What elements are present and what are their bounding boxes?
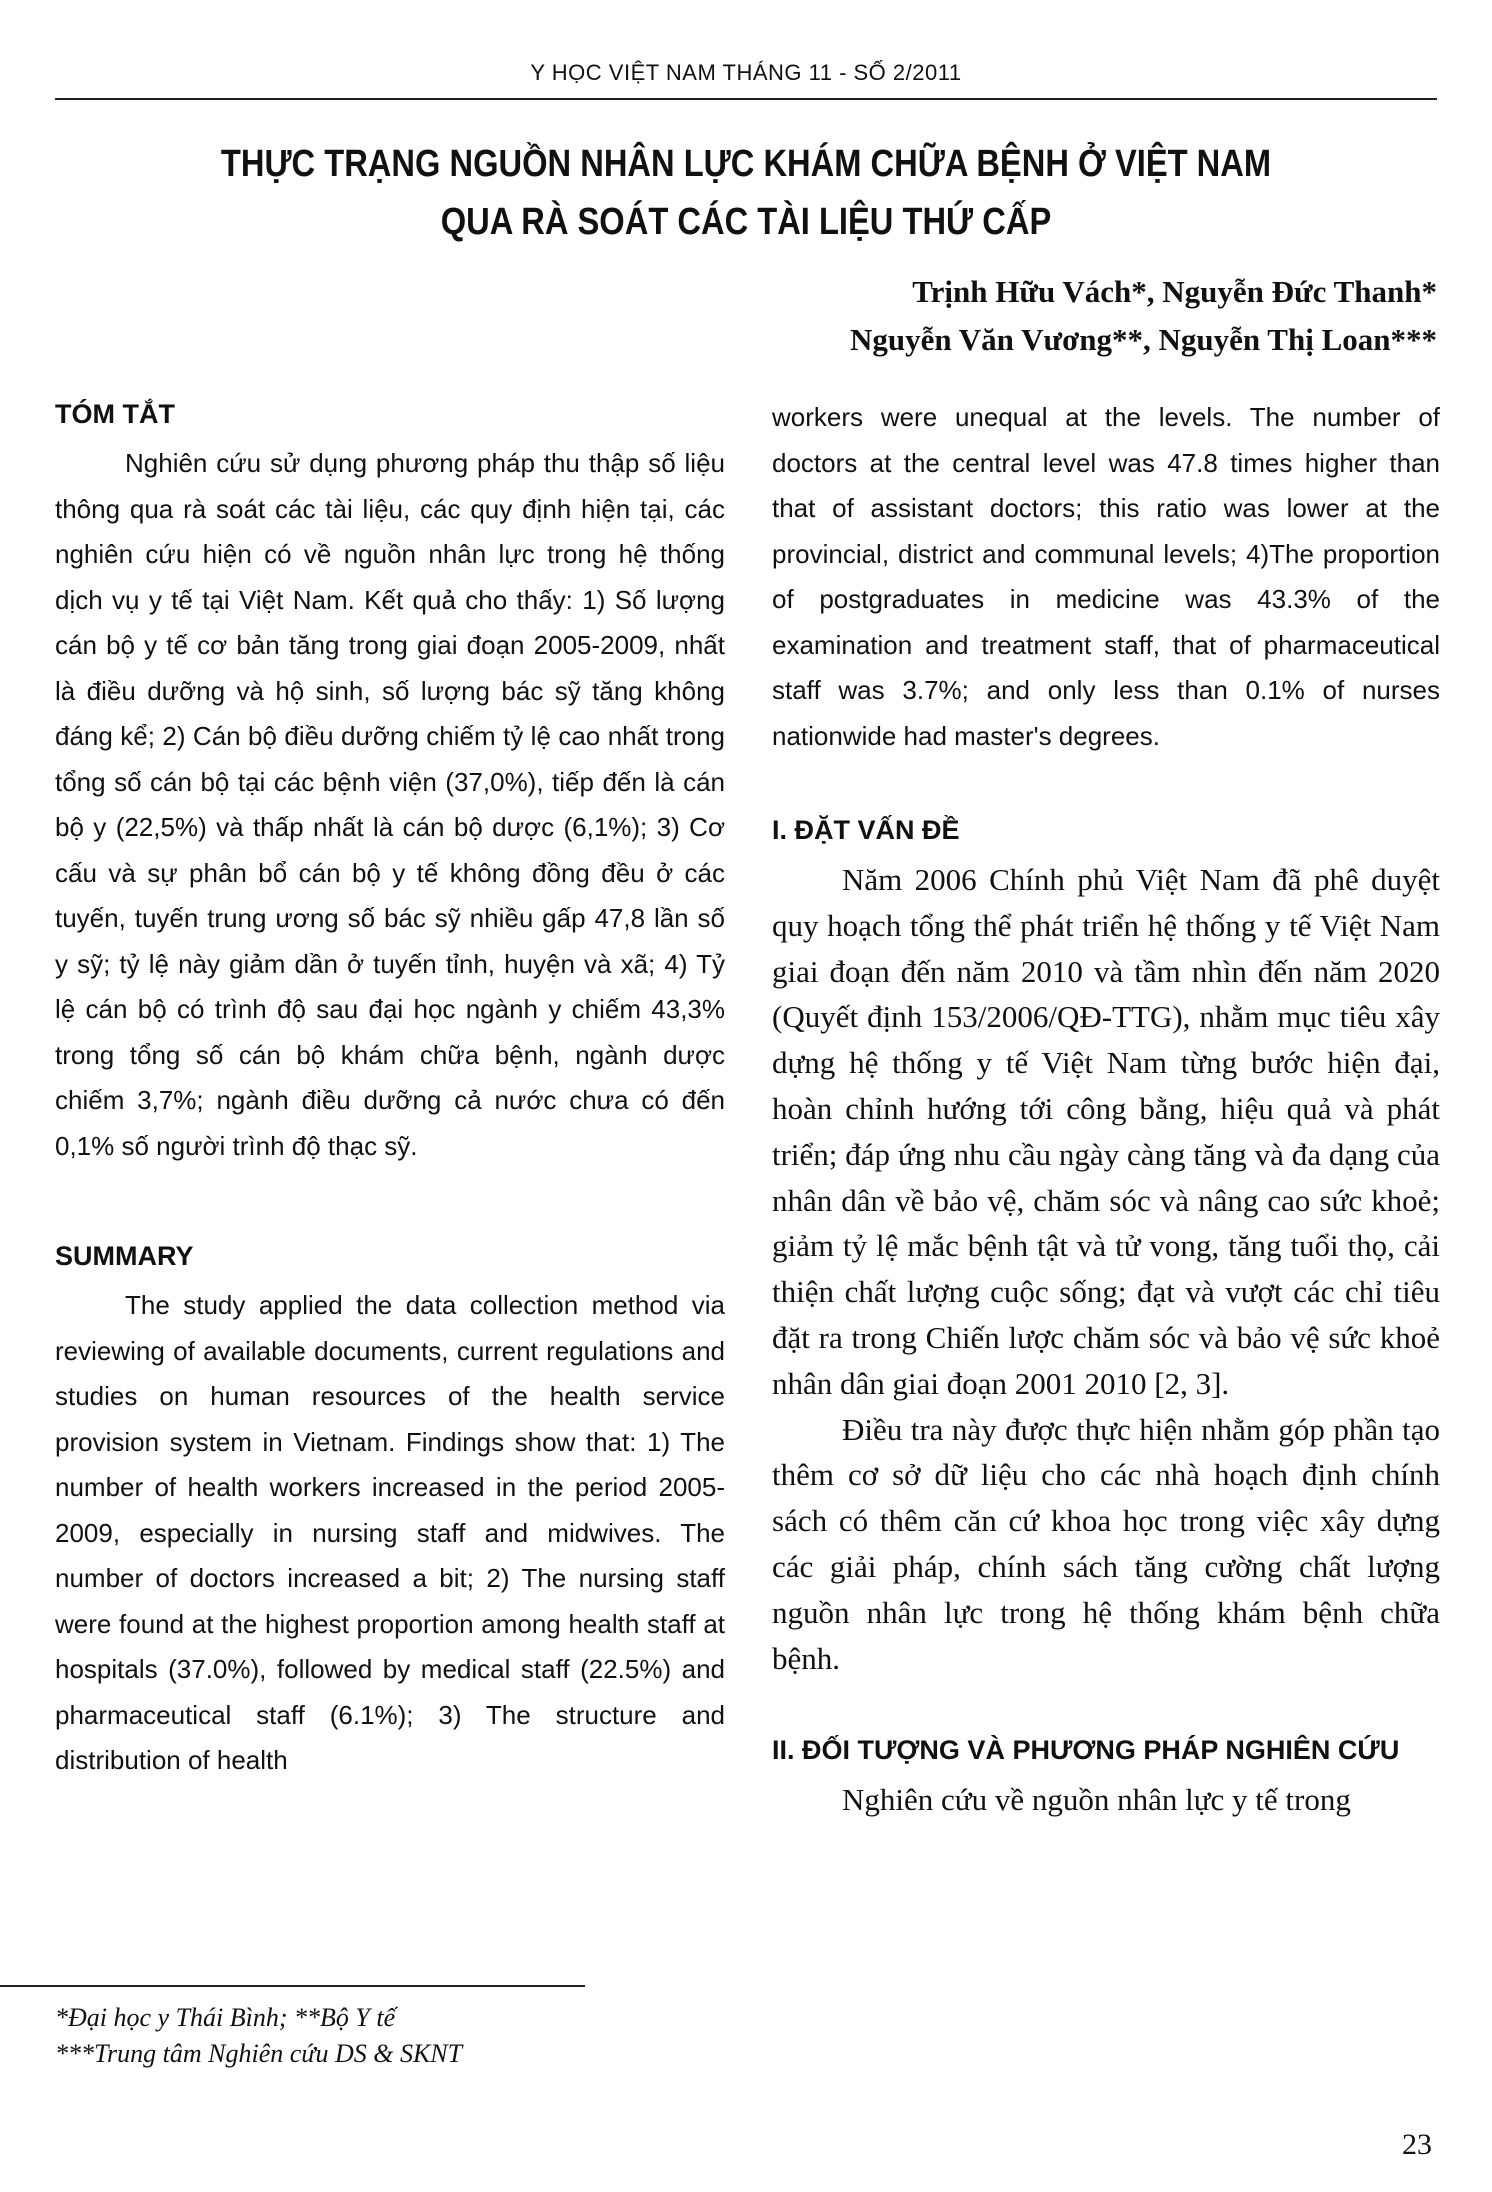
spacer — [772, 1681, 1440, 1731]
section-1-paragraph-2: Điều tra này được thực hiện nhằm góp phần tạo thêm cơ sở dữ liệu cho các nhà hoạch định chính sách có thêm căn cứ khoa học trong việc xây dựng các giải pháp, chính sách tăng cường chất lượng nguồn nhân lực trong hệ thống khám bệnh chữa bệnh. — [772, 1411, 1440, 1676]
footnote-line-2: ***Trung tâm Nghiên cứu DS & SKNT — [55, 2039, 463, 2068]
page-number: 23 — [1402, 2128, 1432, 2161]
author-line-2: Nguyễn Văn Vương**, Nguyễn Thị Loan*** — [849, 322, 1437, 357]
left-column — [55, 395, 725, 1784]
running-head: Y HỌC VIỆT NAM THÁNG 11 - SỐ 2/2011 — [530, 60, 962, 85]
summary-text-part1: The study applied the data collection method via reviewing of available documents, current regulations and studies on human resources of the health service provision system in Vietnam. Findings show that: 1) The number of health workers increased in the period 2005-2009, especially in nursing staff and midwives. The number of doctors increased a bit; 2) The nursing staff were found at the highest proportion among health staff at hospitals (37.0%), followed by medical staff (22.5%) and pharmaceutical staff (6.1%); 3) The structure and distribution of health — [55, 1290, 725, 1775]
article-title — [173, 135, 1319, 251]
abstract-vi-text: Nghiên cứu sử dụng phương pháp thu thập số liệu thông qua rà soát các tài liệu, các quy định hiện tại, các nghiên cứu hiện có về nguồn nhân lực trong hệ thống dịch vụ y tế tại Việt Nam. Kết quả cho thấy: 1) Số lượng cán bộ y tế cơ bản tăng trong giai đoạn 2005-2009, nhất là điều dưỡng và hộ sinh, số lượng bác sỹ tăng không đáng kể; 2) Cán bộ điều dưỡng chiếm tỷ lệ cao nhất trong tổng số cán bộ tại các bệnh viện (37,0%), tiếp đến là cán bộ y (22,5%) và thấp nhất là cán bộ dược (6,1%); 3) Cơ cấu và sự phân bổ cán bộ y tế không đồng đều ở các tuyến, tuyến trung ương số bác sỹ nhiều gấp 47,8 lần số y sỹ; tỷ lệ này giảm dần ở tuyến tỉnh, huyện và xã; 4) Tỷ lệ cán bộ có trình độ sau đại học ngành y chiếm 43,3% trong tổng số cán bộ khám chữa bệnh, ngành dược chiếm 3,7%; ngành điều dưỡng cả nước chưa có đến 0,1% số người trình độ thạc sỹ. — [55, 448, 725, 1161]
author-line-1: Trịnh Hữu Vách*, Nguyễn Đức Thanh* — [912, 274, 1437, 309]
authors — [850, 268, 1437, 364]
spacer — [772, 759, 1440, 811]
spacer — [55, 1169, 725, 1237]
footnote-rule — [0, 1985, 585, 1987]
section-2-heading: II. ĐỐI TƯỢNG VÀ PHƯƠNG PHÁP NGHIÊN CỨU — [772, 1735, 1400, 1766]
footnote-line-1: *Đại học y Thái Bình; **Bộ Y tế — [55, 2003, 396, 2032]
section-1-paragraph-1: Năm 2006 Chính phủ Việt Nam đã phê duyệt quy hoạch tổng thể phát triển hệ thống y tế Việt Nam giai đoạn đến năm 2010 và tầm nhìn đến năm 2020 (Quyết định 153/2006/QĐ-TTG), nhằm mục tiêu xây dựng hệ thống y tế Việt Nam từng bước hiện đại, hoàn chỉnh hướng tới công bằng, hiệu quả và phát triển; đáp ứng nhu cầu ngày càng tăng và đa dạng của nhân dân về bảo vệ, chăm sóc và nâng cao sức khoẻ; giảm tỷ lệ mắc bệnh tật và tử vong, tăng tuổi thọ, cải thiện chất lượng cuộc sống; đạt và vượt các chỉ tiêu đặt ra trong Chiến lược chăm sóc và bảo vệ sức khoẻ nhân dân giai đoạn 2001 2010 [2, 3]. — [772, 862, 1440, 1401]
section-2-paragraph-1: Nghiên cứu về nguồn nhân lực y tế trong — [842, 1782, 1351, 1818]
header-rule — [55, 98, 1437, 100]
right-column — [772, 395, 1440, 1823]
section-1-heading: I. ĐẶT VẤN ĐỀ — [772, 815, 960, 845]
title-line-2: QUA RÀ SOÁT CÁC TÀI LIỆU THỨ CẤP — [440, 201, 1052, 243]
summary-heading: SUMMARY — [55, 1241, 194, 1271]
abstract-vi-heading: TÓM TẮT — [55, 399, 175, 429]
title-line-1: THỰC TRẠNG NGUỒN NHÂN LỰC KHÁM CHỮA BỆNH Ở VIỆT NAM — [220, 143, 1272, 185]
footnotes — [55, 2000, 462, 2072]
summary-text-part2: workers were unequal at the levels. The number of doctors at the central level was 47.8 times higher than that of assistant doctors; this ratio was lower at the provincial, district and communal levels; 4)The proportion of postgraduates in medicine was 43.3% of the examination and treatment staff, that of pharmaceutical staff was 3.7%; and only less than 0.1% of nurses nationwide had master's degrees. — [772, 402, 1440, 751]
